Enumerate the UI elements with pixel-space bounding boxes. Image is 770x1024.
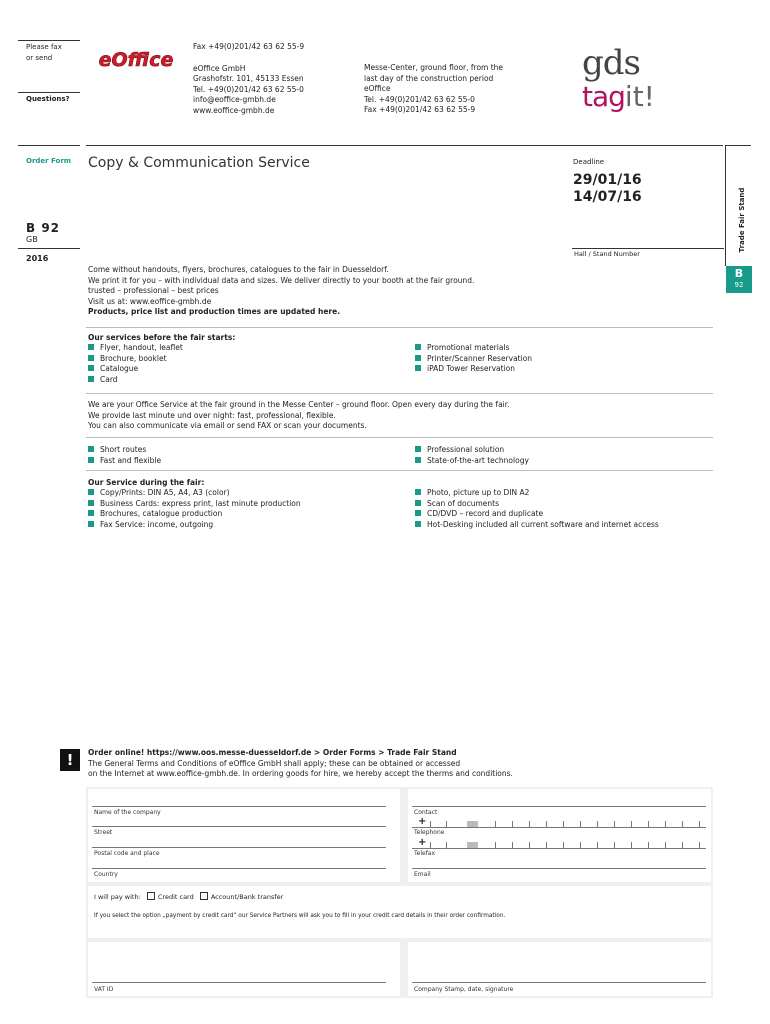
bank-transfer-checkbox[interactable] <box>200 892 208 900</box>
list-item: Brochure, booklet <box>88 354 183 365</box>
gds-logo-tag: tag <box>582 80 625 113</box>
benefits-right <box>415 445 529 466</box>
page-title: Copy & Communication Service <box>88 155 310 171</box>
payment-options <box>94 892 283 901</box>
email-label: Email <box>414 871 431 878</box>
list-item: Short routes <box>88 445 161 456</box>
gds-logo-accent: it! <box>624 80 655 113</box>
eoffice-logo-text: eOffice <box>98 49 174 71</box>
street-label: Street <box>94 829 113 836</box>
list-item: iPAD Tower Reservation <box>415 364 532 375</box>
please-fax-label: Please fax or send <box>26 43 62 62</box>
during-fair-heading: Our Service during the fair: <box>88 478 205 487</box>
gds-logo <box>582 43 662 132</box>
credit-card-label: Credit card <box>157 893 194 901</box>
before-fair-list-left <box>88 343 183 385</box>
before-fair-heading: Our services before the fair starts: <box>88 333 236 342</box>
form-year: 2016 <box>26 254 49 263</box>
list-item: Photo, picture up to DIN A2 <box>415 488 659 499</box>
company-address: Fax +49(0)201/42 63 62 55-9 eOffice GmbH Grashofstr. 101, 45133 Essen Tel. +49(0)201/42 63 62 55-0 info@eoffice-gmbh.de www.eoffice-gmbh.de <box>193 42 305 115</box>
language-code: GB <box>26 235 38 244</box>
list-item: Fast and flexible <box>88 456 161 467</box>
office-service-text: We are your Office Service at the fair ground in the Messe Center – ground floor. Open every day during the fair. We provide last minute und over night: fast, professional, flexible. You can also communicate via email or send FAX or scan your documents. <box>88 400 510 430</box>
list-item: State-of-the-art technology <box>415 456 529 467</box>
telephone-label: Telephone <box>414 829 445 836</box>
company-name-label: Name of the company <box>94 809 161 816</box>
form-code: B 92 <box>26 221 61 235</box>
deadline-label: Deadline <box>573 158 605 166</box>
list-item: Hot-Desking included all current software and internet access <box>415 520 659 531</box>
list-item: Fax Service: income, outgoing <box>88 520 301 531</box>
gds-logo-top: gds <box>582 43 640 83</box>
list-item: Professional solution <box>415 445 529 456</box>
order-online-notice: Order online! https://www.oos.messe-duesseldorf.de > Order Forms > Trade Fair Stand The General Terms and Conditions of eOffice GmbH shall apply; these can be obtained or accessed on the Internet at www.eoffice-gmbh.de. In ordering goods for hire, we hereby accept the therms and conditions. <box>88 748 513 778</box>
vat-panel <box>88 942 400 996</box>
list-item: Flyer, handout, leaflet <box>88 343 183 354</box>
list-item: Card <box>88 375 183 386</box>
credit-card-note: If you select the option „payment by credit card“ our Service Partners will ask you to fill in your credit card details in their order confirmation. <box>94 913 506 919</box>
bank-transfer-label: Account/Bank transfer <box>210 893 284 901</box>
questions-label: Questions? <box>26 95 70 103</box>
trade-fair-stand-tab <box>725 145 751 266</box>
during-fair-list-left <box>88 488 301 530</box>
country-label: Country <box>94 871 118 878</box>
before-fair-list-right <box>415 343 532 375</box>
deadline-date-1: 29/01/16 <box>573 172 642 188</box>
order-online-link[interactable]: Order online! https://www.oos.messe-duesseldorf.de > Order Forms > Trade Fair Stand <box>88 748 457 757</box>
messe-address: Messe-Center, ground floor, from the last day of the construction period eOffice Tel. +49(0)201/42 63 62 55-0 Fax +49(0)201/42 63 62 55-9 <box>364 63 504 114</box>
list-item: Scan of documents <box>415 499 659 510</box>
trade-fair-stand-label: Trade Fair Stand <box>738 187 746 253</box>
eoffice-logo <box>86 46 186 72</box>
list-item: Brochures, catalogue production <box>88 509 301 520</box>
list-item: Catalogue <box>88 364 183 375</box>
list-item: CD/DVD – record and duplicate <box>415 509 659 520</box>
telephone-plus: + <box>418 816 427 827</box>
pay-with-label: I will pay with: <box>94 893 141 901</box>
list-item: Copy/Prints: DIN A5, A4, A3 (color) <box>88 488 301 499</box>
deadline-date-2: 14/07/16 <box>573 189 642 205</box>
fax-line: Fax +49(0)201/42 63 62 55-9 <box>193 42 305 51</box>
postal-code-label: Postal code and place <box>94 850 160 857</box>
intro-text: Come without handouts, flyers, brochures, catalogues to the fair in Duesseldorf. We print it for you – with individual data and sizes. We deliver directly to your booth at the fair ground. trusted – professional – best prices Visit us at: www.eoffice-gmbh.de Products, price list and production times are updated here. <box>88 265 475 316</box>
order-form-label: Order Form <box>26 157 72 165</box>
company-stamp-label: Company Stamp, date, signature <box>414 986 514 993</box>
telefax-label: Telefax <box>414 850 436 857</box>
warning-icon: ! <box>60 749 80 771</box>
list-item: Promotional materials <box>415 343 532 354</box>
hall-stand-label: Hall / Stand Number <box>574 250 640 258</box>
contact-label: Contact <box>414 809 438 816</box>
benefits-left <box>88 445 161 466</box>
vat-id-label: VAT ID <box>94 986 114 993</box>
telefax-plus: + <box>418 837 427 848</box>
credit-card-checkbox[interactable] <box>147 892 155 900</box>
intro-bold-line: Products, price list and production times are updated here. <box>88 307 341 316</box>
list-item: Business Cards: express print, last minute production <box>88 499 301 510</box>
during-fair-list-right <box>415 488 659 530</box>
list-item: Printer/Scanner Reservation <box>415 354 532 365</box>
stand-badge: B 92 <box>726 266 752 293</box>
